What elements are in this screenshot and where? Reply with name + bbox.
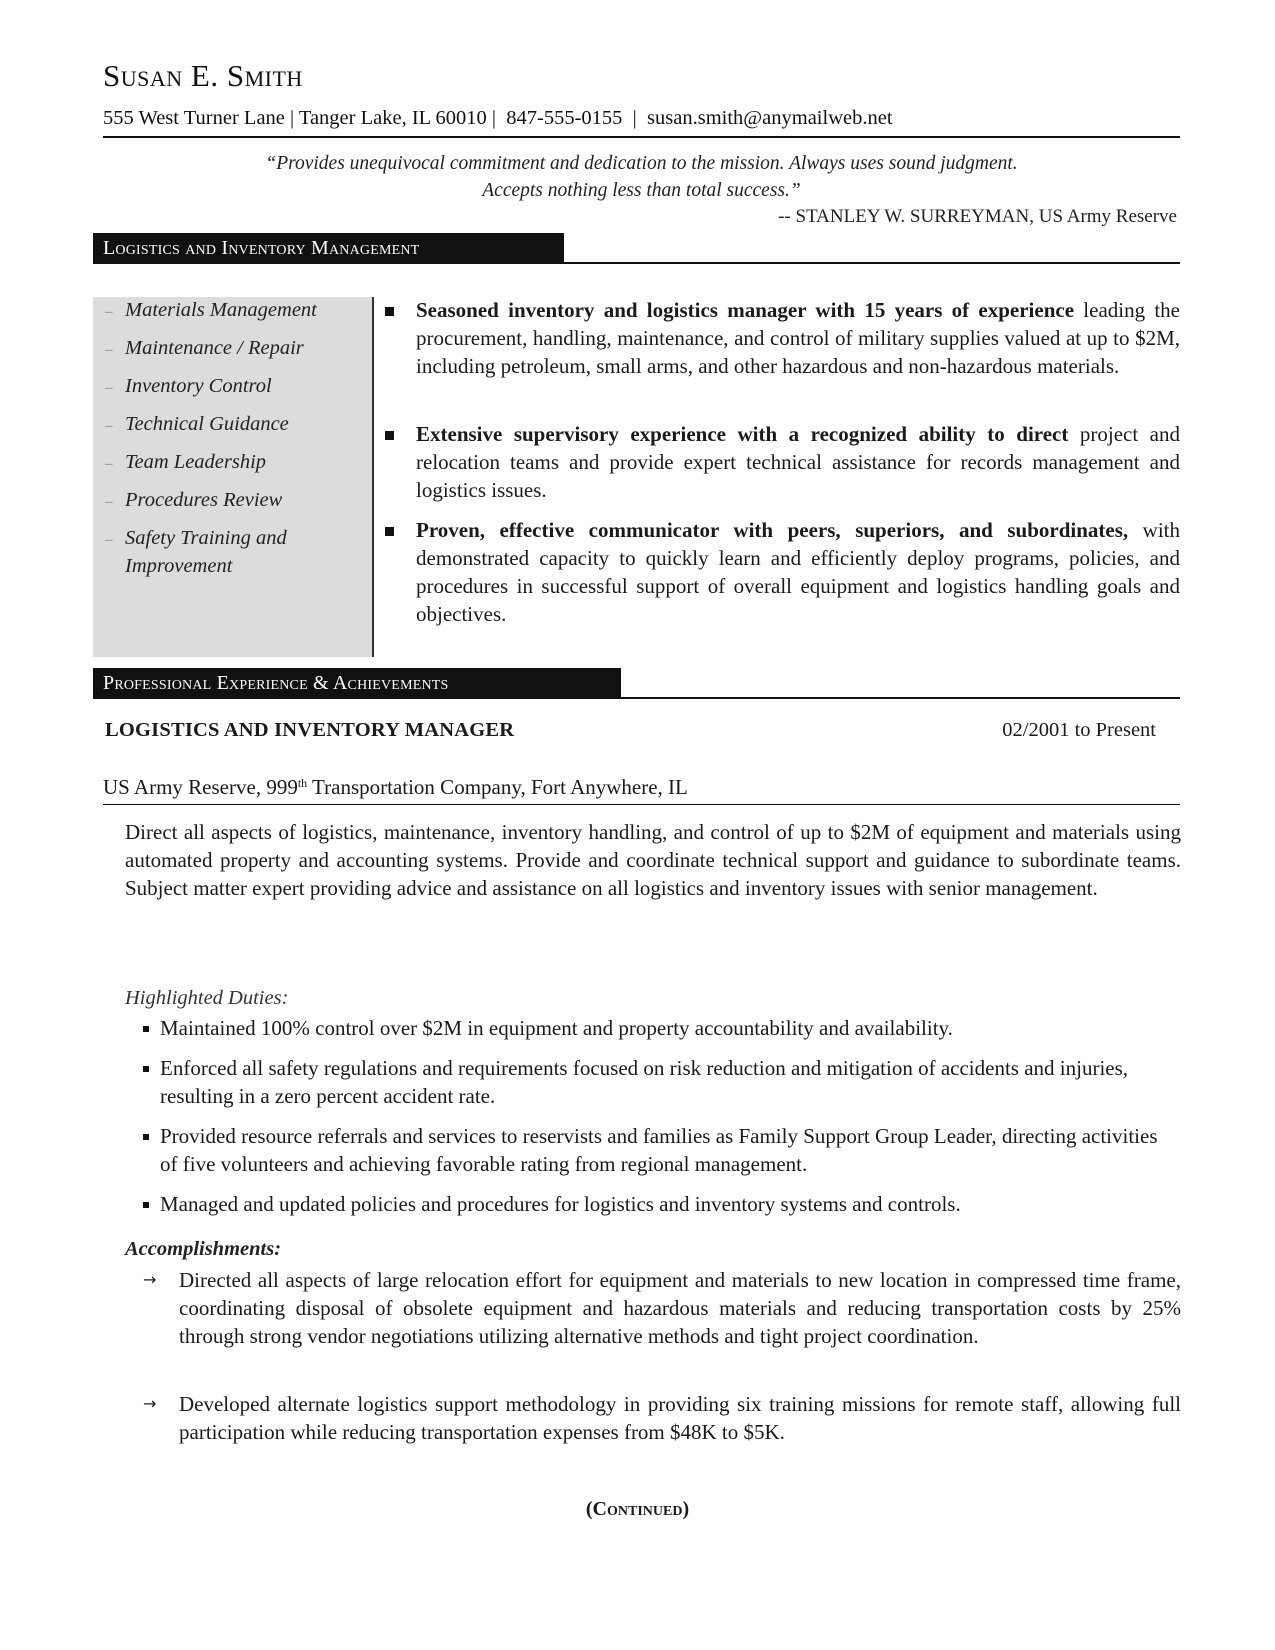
bullet-icon xyxy=(143,1066,149,1072)
section-heading-logistics: Logistics and Inventory Management xyxy=(93,233,564,263)
section-heading-experience: Professional Experience & Achievements xyxy=(93,668,621,698)
accomplishment-item: → Directed all aspects of large relocation effort for equipment and materials to new location in compressed time frame, coordinating disposal of obsolete equipment and hazardous materials and reducing transportation costs by 25% through strong vendor negotiations utilizing alternative methods and tight project coordination. xyxy=(143,1268,1181,1348)
job-title: LOGISTICS AND INVENTORY MANAGER xyxy=(105,719,515,741)
accomplishments-heading: Accomplishments: xyxy=(125,1238,282,1260)
candidate-name: Susan E. Smith xyxy=(103,58,303,93)
skill-item: – Procedures Review xyxy=(105,489,283,511)
bullet-icon xyxy=(143,1134,149,1140)
skill-item: – Technical Guidance xyxy=(105,413,289,435)
company-divider xyxy=(103,804,1180,805)
header-divider xyxy=(103,136,1180,138)
skill-item: – Team Leadership xyxy=(105,451,267,473)
arrow-right-icon: → xyxy=(143,1394,157,1413)
summary-bullet: Extensive supervisory experience with a recognized ability to direct project and relocation teams and provide expert technical assistance for records management and logistics issues. xyxy=(385,420,1180,504)
testimonial-line-2: Accepts nothing less than total success.” xyxy=(482,180,801,201)
duties-heading: Highlighted Duties: xyxy=(125,987,289,1009)
testimonial-attribution: -- STANLEY W. SURREYMAN, US Army Reserve xyxy=(778,206,1177,227)
continued-note: (Continued) xyxy=(585,1498,690,1520)
duty-item: Managed and updated policies and procedures for logistics and inventory systems and controls. xyxy=(143,1190,1173,1218)
job-description: Direct all aspects of logistics, maintenance, inventory handling, and control of up to $2M of equipment and materials using automated property and accounting systems. Provide and coordinate technical support and guidance to subordinate teams. Subject matter expert providing advice and assistance on all logistics and inventory issues with senior management. xyxy=(125,820,1181,900)
accomplishment-item: → Developed alternate logistics support methodology in providing six training missions for remote staff, allowing full participation while reducing transportation expenses from $48K to $5K. xyxy=(143,1392,1181,1444)
skill-item: – Materials Management xyxy=(105,299,317,321)
testimonial-line-1: “Provides unequivocal commitment and dedication to the mission. Always uses sound judgment. xyxy=(265,153,1018,174)
summary-bullet: Seasoned inventory and logistics manager with 15 years of experience leading the procurement, handling, maintenance, and control of military supplies valued at up to $2M, including petroleum, small arms, and other hazardous and non-hazardous materials. xyxy=(385,296,1180,380)
section-divider xyxy=(93,697,1180,699)
duty-item: Enforced all safety regulations and requirements focused on risk reduction and mitigation of accidents and injuries, resulting in a zero percent accident rate. xyxy=(143,1054,1173,1110)
skill-item: – Inventory Control xyxy=(105,375,272,397)
job-dates: 02/2001 to Present xyxy=(1002,719,1156,741)
company-line: US Army Reserve, 999th Transportation Company, Fort Anywhere, IL xyxy=(103,775,688,799)
square-bullet-icon xyxy=(385,431,394,440)
duty-item: Maintained 100% control over $2M in equipment and property accountability and availability. xyxy=(143,1014,1173,1042)
bullet-icon xyxy=(143,1202,149,1208)
skill-item: – Maintenance / Repair xyxy=(105,337,304,359)
duty-item: Provided resource referrals and services to reservists and families as Family Support Group Leader, directing activities of five volunteers and achieving favorable rating from regional management. xyxy=(143,1122,1173,1178)
skill-item: – Safety Training and Improvement xyxy=(105,527,287,577)
arrow-right-icon: → xyxy=(143,1270,157,1289)
testimonial-quote xyxy=(103,150,1180,204)
bullet-icon xyxy=(143,1026,149,1032)
section-divider xyxy=(93,262,1180,264)
square-bullet-icon xyxy=(385,527,394,536)
square-bullet-icon xyxy=(385,307,394,316)
contact-info: 555 West Turner Lane | Tanger Lake, IL 60010 | 847-555-0155 | susan.smith@anymailweb.net xyxy=(103,107,893,129)
summary-bullet: Proven, effective communicator with peers, superiors, and subordinates, with demonstrated capacity to quickly learn and efficiently deploy programs, policies, and procedures in successful support of overall equipment and logistics handling goals and objectives. xyxy=(385,516,1180,628)
